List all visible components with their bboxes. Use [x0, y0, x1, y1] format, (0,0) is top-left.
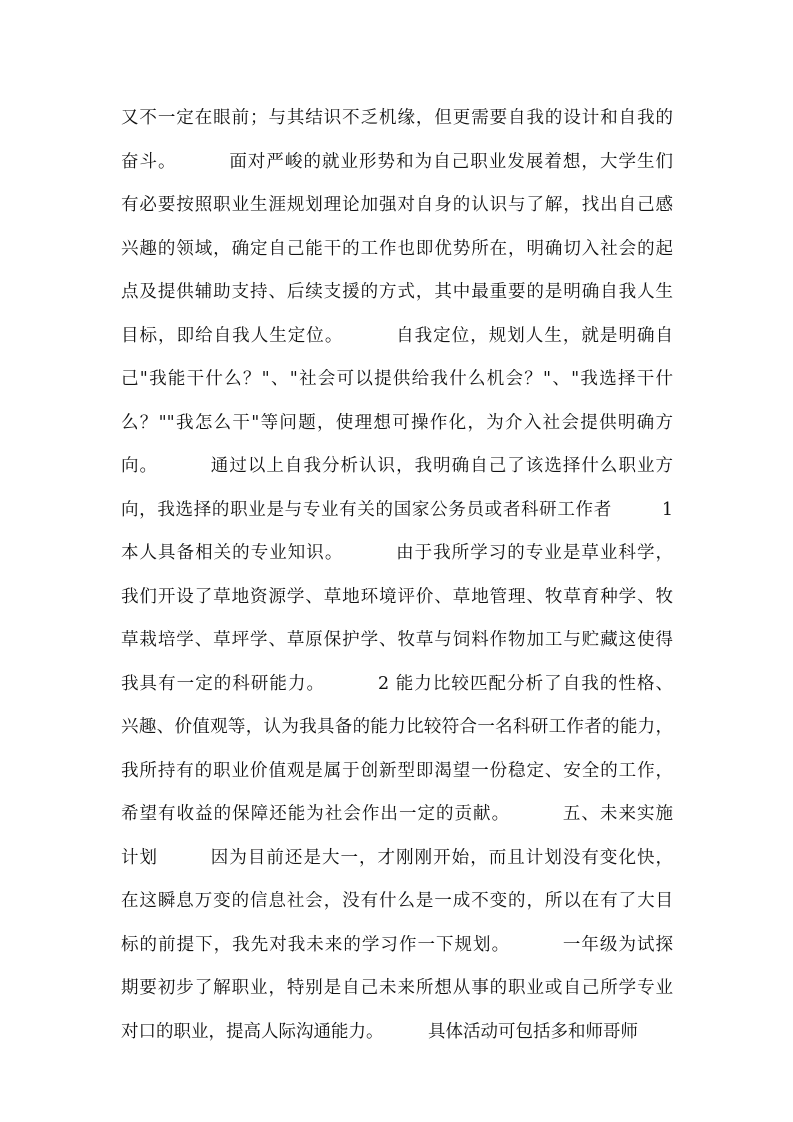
text-line: 对口的职业，提高人际沟通能力。 具体活动可包括多和师哥师	[121, 1021, 638, 1042]
text-line: 希望有收益的保障还能为社会作出一定的贡献。 五、未来实施	[121, 804, 673, 824]
text-line: 在这瞬息万变的信息社会，没有什么是一成不变的，所以在有了大目	[121, 891, 673, 911]
text-line: 本人具备相关的专业知识。 由于我所学习的专业是草业科学，	[121, 543, 673, 563]
text-line: 计划 因为目前还是大一，才刚刚开始，而且计划没有变化快，	[121, 847, 673, 868]
text-line: 向。 通过以上自我分析认识，我明确自己了该选择什么职业方	[121, 456, 673, 476]
text-line: 向，我选择的职业是与专业有关的国家公务员或者科研工作者 1	[121, 499, 673, 520]
text-line: 我们开设了草地资源学、草地环境评价、草地管理、牧草育种学、牧	[121, 586, 673, 607]
text-line: 我具有一定的科研能力。 2 能力比较匹配分析了自我的性格、	[121, 673, 673, 694]
text-line: 点及提供辅助支持、后续支援的方式，其中最重要的是明确自我人生	[121, 282, 673, 302]
text-line: 目标，即给自我人生定位。 自我定位，规划人生，就是明确自	[121, 325, 673, 346]
text-line: 又不一定在眼前；与其结识不乏机缘，但更需要自我的设计和自我的	[121, 108, 673, 128]
text-line: 么？""我怎么干"等问题，使理想可操作化，为介入社会提供明确方	[121, 412, 673, 433]
text-line: 期要初步了解职业，特别是自己未来所想从事的职业或自己所学专业	[121, 978, 673, 998]
text-line: 我所持有的职业价值观是属于创新型即渴望一份稳定、安全的工作，	[121, 760, 673, 781]
text-line: 兴趣、价值观等，认为我具备的能力比较符合一名科研工作者的能力，	[121, 717, 673, 737]
body-text	[121, 97, 673, 1054]
text-line: 标的前提下，我先对我未来的学习作一下规划。 一年级为试探	[121, 934, 673, 955]
text-line: 奋斗。 面对严峻的就业形势和为自己职业发展着想，大学生们	[121, 151, 673, 172]
text-line: 有必要按照职业生涯规划理论加强对自身的认识与了解，找出自己感	[121, 195, 673, 215]
text-line: 兴趣的领域，确定自己能干的工作也即优势所在，明确切入社会的起	[121, 238, 673, 259]
text-line: 己"我能干什么？"、"社会可以提供给我什么机会？"、"我选择干什	[121, 369, 673, 389]
text-line: 草栽培学、草坪学、草原保护学、牧草与饲料作物加工与贮藏这使得	[121, 630, 673, 650]
